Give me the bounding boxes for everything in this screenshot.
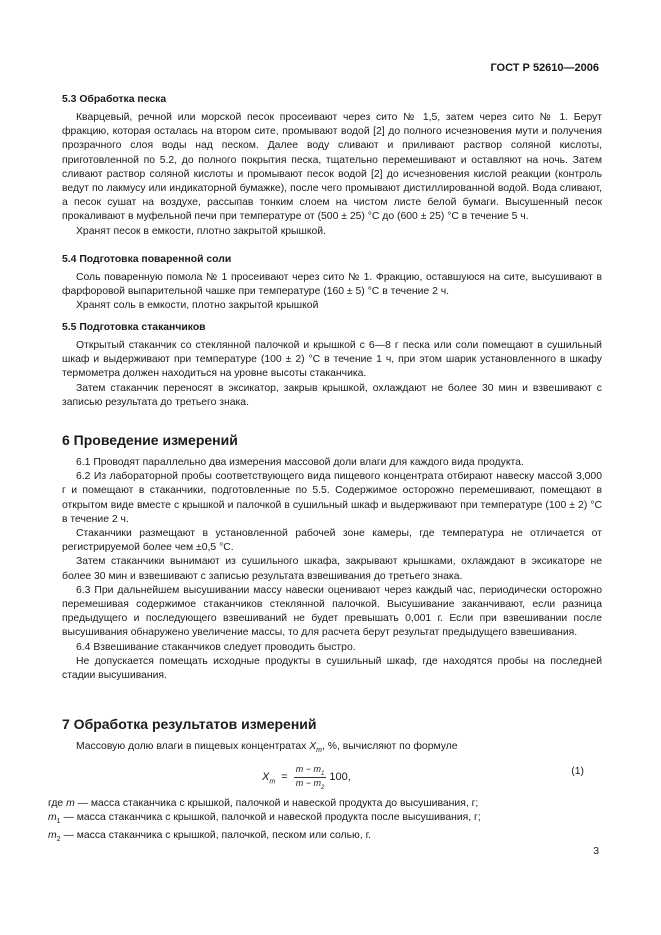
section-heading: 7 Обработка результатов измерений bbox=[62, 716, 317, 732]
paragraph: Хранят песок в емкости, плотно закрытой крышкой. bbox=[76, 225, 326, 237]
paragraph: Стаканчики размещают в установленной рабочей зоне камеры, где температура не отличается от регистрируемой более чем ±0,5 °С. bbox=[62, 528, 602, 554]
section-7 bbox=[62, 716, 602, 796]
paragraph: Затем стаканчик переносят в эксикатор, закрыв крышкой, охлаждают не более 30 мин и взвешивают с записью результата до третьего знака. bbox=[62, 382, 602, 408]
paragraph: 6.3 При дальнейшем высушивании массу навески оценивают через каждый час, периодически осторожно перемешивая содержимое стаканчиков стеклянной палочкой. Высушивание заканчивают, если разница предыдущего и последующего взвешиваний не будет превышать 0,001 г. Если при взвешивании после высушивания обнаружено увеличение массы, то для расчета берут результат предыдущего взвешивания. bbox=[62, 584, 602, 639]
page-number: 3 bbox=[593, 846, 599, 857]
document-code: ГОСТ Р 52610—2006 bbox=[490, 62, 599, 74]
where-item: $m_1$ — масса стаканчика с крышкой, палочкой и навеской продукта после высушивания, г; bbox=[48, 812, 481, 826]
formula-fraction: $\frac{m - m_1}{m - m_2}$ bbox=[295, 764, 325, 791]
section-title: 5.4 Подготовка поваренной соли bbox=[62, 254, 232, 265]
paragraph: 6.2 Из лабораторной пробы соответствующего вида пищевого концентрата отбирают навеску массой 3,000 г и помещают в стаканчики, подготовленные по 5.5. Содержимое осторожно перемешивают, помещают в открытом виде вместе с крышкой и палочкой в сушильный шкаф и выдерживают при температуре (100 ± 2) °С в течение 2 ч. bbox=[62, 471, 602, 525]
section-5-5 bbox=[62, 322, 602, 410]
section-6 bbox=[62, 432, 602, 683]
paragraph: Хранят соль в емкости, плотно закрытой крышкой bbox=[76, 300, 319, 312]
paragraph: Открытый стаканчик со стеклянной палочкой и крышкой с 6—8 г песка или соли помещают в сушильный шкаф и выдерживают при температуре (100 ± 2) °С в течение 1 ч, при этом шарик установленного в шкафу термометра должен находиться на уровне высоты стаканчика. bbox=[62, 340, 602, 380]
where-list bbox=[48, 797, 588, 848]
paragraph: Затем стаканчики вынимают из сушильного шкафа, закрывают крышками, охлаждают в эксикаторе не более 30 мин и взвешивают с записью результата взвешивания до третьего знака. bbox=[62, 556, 602, 582]
paragraph: 6.1 Проводят параллельно два измерения массовой доли влаги для каждого вида продукта. bbox=[76, 457, 524, 468]
section-title: 5.3 Обработка песка bbox=[62, 94, 167, 105]
paragraph: 6.4 Взвешивание стаканчиков следует проводить быстро. bbox=[76, 641, 356, 653]
section-title: 5.5 Подготовка стаканчиков bbox=[62, 322, 206, 333]
paragraph: Соль поваренную помола № 1 просеивают через сито № 1. Фракцию, оставшуюся на сите, высушивают в фарфоровой выпарительной чашке при температуре (160 ± 5) °С в течение 2 ч. bbox=[62, 272, 602, 298]
section-5-4 bbox=[62, 254, 602, 314]
paragraph: Не допускается помещать исходные продукты в сушильный шкаф, где находятся пробы на последней стадии высушивания. bbox=[62, 655, 602, 682]
formula-number: (1) bbox=[571, 766, 584, 778]
section-5-3 bbox=[62, 94, 602, 239]
formula-1: $X_m$ = $\frac{m - m_1}{m - m_2}$ 100, (1) bbox=[262, 764, 584, 791]
where-item: $m_2$ — масса стаканчика с крышкой, палочкой, песком или солью, г. bbox=[48, 830, 372, 844]
paragraph: Кварцевый, речной или морской песок просеивают через сито № 1,5, затем через сито № 1. Берут фракцию, которая осталась на втором сите, промывают водой [2] до полного исчезновения мути и получения прозрачного слоя воды над песком. Далее воду сливают и приливают раствор соляной кислоты, приготовленной по 5.2, до полного покрытия песка, тщательно перемешивают и оставляют на ночь. Затем сливают раствор соляной кислоты и промывают песок водой [2] до исчезновения кислой реакции (контроль ведут по лакмусу или индикаторной бумажке), после чего промывают дистиллированной водой. Вода сливают, а песок сушат на воздухе, рассыпав тонким слоем на чистом листе белой бумаги. Высушенный песок прокаливают в муфельной печи при температуре от (500 ± 25) °С до (600 ± 25) °С в течение 5 ч. bbox=[62, 112, 602, 223]
formula-intro: Массовую долю влаги в пищевых концентратах $X_m$, %, вычисляют по формуле bbox=[76, 741, 458, 755]
where-item: где m — масса стаканчика с крышкой, палочкой и навеской продукта до высушивания, г; bbox=[48, 798, 479, 809]
section-heading: 6 Проведение измерений bbox=[62, 432, 238, 448]
